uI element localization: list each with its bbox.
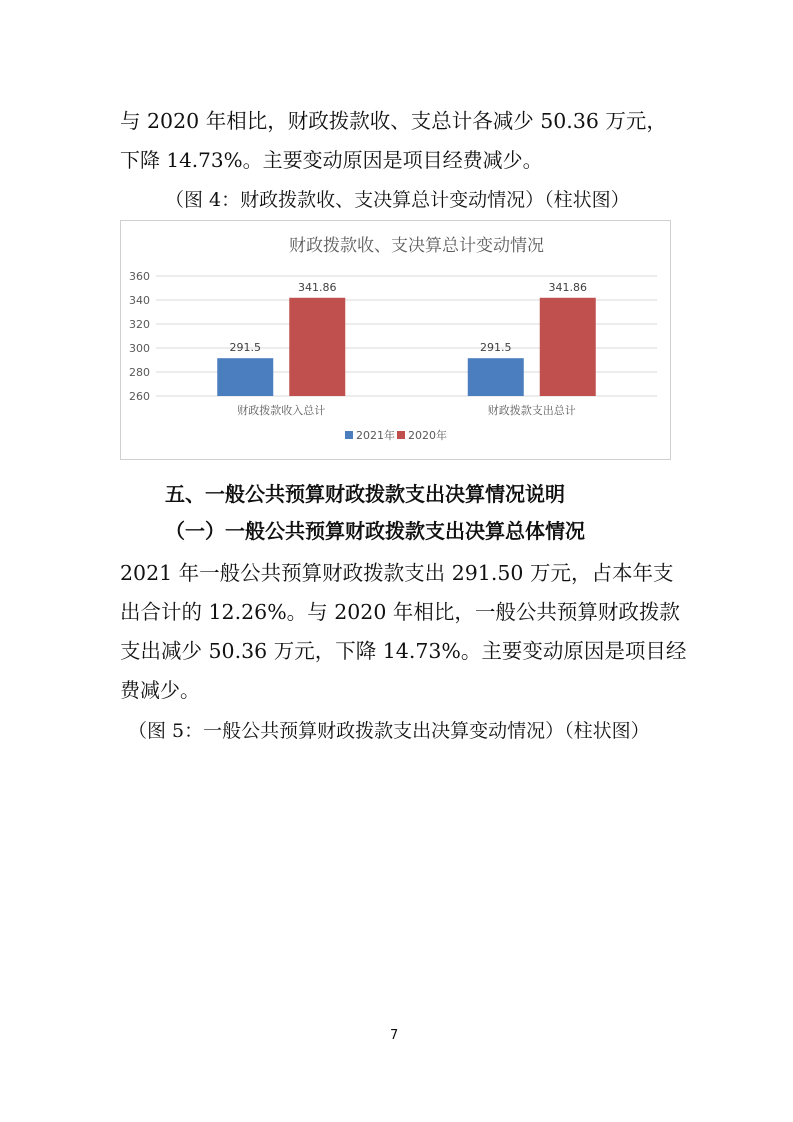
x-tick-label: 财政拨款支出总计 (487, 404, 576, 417)
bar-data-label: 291.5 (480, 341, 512, 355)
legend-label: 2021年 (356, 429, 395, 442)
bar-chart (120, 220, 671, 460)
chart-title: 财政拨款收、支决算总计变动情况 (289, 236, 544, 256)
y-tick-label: 300 (129, 342, 150, 355)
y-tick-label: 280 (129, 366, 150, 379)
paragraph-line: 与 2020 年相比，财政拨款收、支总计各减少 50.36 万元， (120, 109, 667, 133)
paragraph-line: 2021 年一般公共预算财政拨款支出 291.50 万元，占本年支 (120, 561, 674, 585)
paragraph-line: 出合计的 12.26%。与 2020 年相比，一般公共预算财政拨款 (120, 600, 680, 624)
bar-data-label: 341.86 (298, 280, 337, 294)
y-tick-label: 260 (129, 390, 150, 403)
legend-label: 2020年 (408, 429, 447, 442)
legend-swatch (345, 431, 353, 439)
figure-caption: （图 5：一般公共预算财政拨款支出决算变动情况）（柱状图） (128, 720, 650, 742)
paragraph-line: 费减少。 (120, 678, 200, 702)
page-number: 7 (390, 1028, 399, 1043)
legend-swatch (397, 431, 405, 439)
section-heading: 五、一般公共预算财政拨款支出决算情况说明 (165, 482, 565, 506)
y-tick-label: 320 (129, 318, 150, 331)
subsection-heading: （一）一般公共预算财政拨款支出决算总体情况 (165, 519, 585, 543)
bar-data-label: 291.5 (229, 341, 261, 355)
paragraph-line: 下降 14.73%。主要变动原因是项目经费减少。 (120, 148, 543, 172)
chart-canvas (121, 221, 670, 459)
bar (289, 298, 345, 396)
y-tick-label: 360 (129, 270, 150, 283)
figure-caption: （图 4：财政拨款收、支决算总计变动情况）（柱状图） (165, 189, 630, 211)
bar (217, 358, 273, 396)
y-tick-label: 340 (129, 294, 150, 307)
paragraph-line: 支出减少 50.36 万元，下降 14.73%。主要变动原因是项目经 (120, 639, 687, 663)
bar-data-label: 341.86 (548, 280, 587, 294)
bar (540, 298, 596, 396)
bar (468, 358, 524, 396)
x-tick-label: 财政拨款收入总计 (237, 404, 326, 417)
